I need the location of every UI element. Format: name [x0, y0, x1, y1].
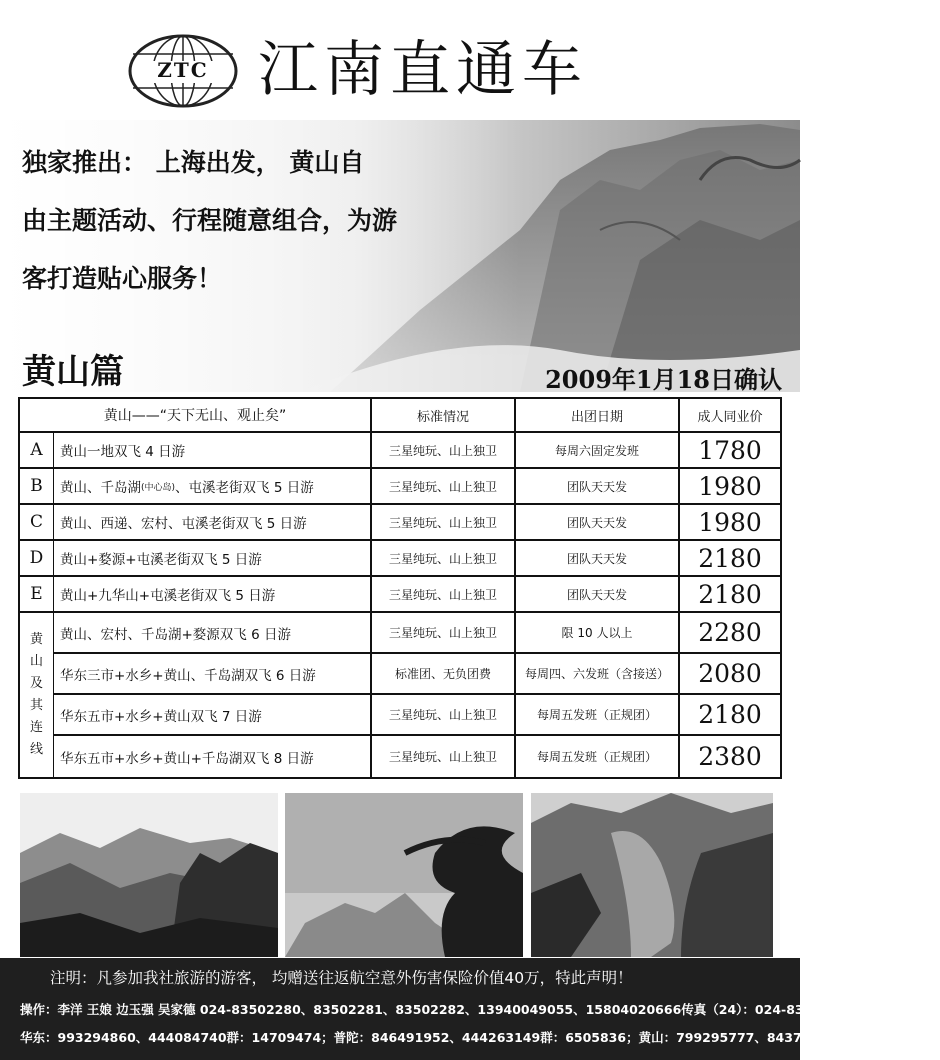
- route-main: 黄山、千岛湖: [60, 480, 141, 496]
- row-standard: 三星纯玩、山上独卫: [372, 695, 516, 734]
- row-date: 团队天天发: [516, 469, 680, 503]
- header-standard: 标准情况: [372, 399, 516, 431]
- row-date: 限 10 人以上: [516, 613, 680, 652]
- table-row: [20, 433, 780, 469]
- row-date: 每周五发班（正规团）: [516, 695, 680, 734]
- table-header-row: [20, 399, 780, 433]
- row-route: [54, 469, 372, 503]
- row-price: 2180: [698, 579, 762, 609]
- row-date: 团队天天发: [516, 541, 680, 575]
- ztc-globe-logo: [128, 34, 238, 108]
- connected-lines-rows: [54, 613, 780, 777]
- row-price: 2180: [698, 700, 762, 729]
- table-row: [54, 654, 780, 695]
- header-price: 成人同业价: [697, 409, 763, 425]
- row-route: 黄山+九华山+屯溪老街双飞 5 日游: [54, 577, 372, 611]
- row-code: D: [20, 541, 54, 575]
- table-row: [20, 577, 780, 613]
- row-standard: 标准团、无负团费: [372, 654, 516, 693]
- scenery-photo-2: [285, 793, 523, 957]
- label-char: 线: [29, 742, 43, 757]
- label-char: 及: [29, 676, 43, 691]
- row-route: 华东五市+水乡+黄山+千岛湖双飞 8 日游: [54, 736, 372, 777]
- confirm-date: 2009年1月18日确认: [545, 365, 782, 394]
- huangshan-banner: [0, 120, 800, 392]
- row-route: 华东三市+水乡+黄山、千岛湖双飞 6 日游: [54, 654, 372, 693]
- table-row: [20, 541, 780, 577]
- footer: [0, 958, 940, 1060]
- promo-slogan: [22, 134, 462, 308]
- row-code: A: [20, 433, 54, 467]
- row-date: 团队天天发: [516, 505, 680, 539]
- header: [0, 0, 800, 120]
- connected-lines-label: [20, 613, 54, 777]
- row-standard: 三星纯玩、山上独卫: [372, 577, 516, 611]
- route-note: (中心岛): [141, 482, 176, 493]
- connected-lines-block: [20, 613, 780, 777]
- row-route: 黄山、西递、宏村、屯溪老街双飞 5 日游: [54, 505, 372, 539]
- slogan-line-1: 独家推出： 上海出发， 黄山自: [22, 148, 365, 177]
- section-title: 黄山篇: [22, 352, 124, 392]
- slogan-line-2: 由主题活动、行程随意组合，为游: [22, 206, 398, 235]
- header-route: 黄山——“天下无山、观止矣”: [20, 399, 372, 431]
- label-char: 黄: [29, 632, 43, 647]
- row-route: 华东五市+水乡+黄山双飞 7 日游: [54, 695, 372, 734]
- row-standard: 三星纯玩、山上独卫: [372, 736, 516, 777]
- row-code: C: [20, 505, 54, 539]
- route-tail: 、屯溪老街双飞 5 日游: [175, 480, 314, 496]
- row-date: 团队天天发: [516, 577, 680, 611]
- table-row: [20, 505, 780, 541]
- insurance-notice: 注明：凡参加我社旅游的游客， 均赠送往返航空意外伤害保险价值40万，特此声明！: [50, 969, 633, 987]
- table-row: [20, 469, 780, 505]
- brand-title: 江南直通车: [258, 35, 588, 105]
- contact-line-2: 华东：993294860、444084740群：14709474；普陀：846491952、444263149群：6505836；黄山：799295777、843741873群：86414812: [20, 1030, 940, 1045]
- tour-price-table: [18, 397, 782, 779]
- table-row: [54, 613, 780, 654]
- row-price: 2380: [698, 742, 762, 771]
- row-price: 1980: [698, 471, 762, 501]
- scenery-photo-1: [20, 793, 278, 957]
- row-route: 黄山、宏村、千岛湖+婺源双飞 6 日游: [54, 613, 372, 652]
- row-route: 黄山+婺源+屯溪老街双飞 5 日游: [54, 541, 372, 575]
- label-char: 其: [29, 698, 43, 713]
- row-price: 2180: [698, 543, 762, 573]
- contact-line-1: 操作：李洋 王娘 边玉强 吴家德 024-83502280、83502281、83502282、13940049055、15804020666传真（24）：024-83502283: [20, 1002, 856, 1017]
- row-price: 2080: [698, 659, 762, 688]
- slogan-line-3: 客打造贴心服务！: [22, 264, 223, 293]
- row-date: 每周五发班（正规团）: [516, 736, 680, 777]
- row-price: 1980: [698, 507, 762, 537]
- row-standard: 三星纯玩、山上独卫: [372, 505, 516, 539]
- scenery-photo-3: [531, 793, 773, 957]
- row-date: 每周四、六发班（含接送）: [516, 654, 680, 693]
- row-date: 每周六固定发班: [516, 433, 680, 467]
- header-date: 出团日期: [516, 399, 680, 431]
- logo-text: ZTC: [157, 58, 209, 82]
- table-row: [54, 736, 780, 777]
- label-char: 连: [29, 720, 43, 735]
- row-code: E: [20, 577, 54, 611]
- row-price: 1780: [698, 435, 762, 465]
- label-char: 山: [29, 654, 43, 669]
- row-price: 2280: [698, 618, 762, 647]
- table-row: [54, 695, 780, 736]
- row-code: B: [20, 469, 54, 503]
- row-standard: 三星纯玩、山上独卫: [372, 469, 516, 503]
- row-standard: 三星纯玩、山上独卫: [372, 433, 516, 467]
- row-route: 黄山一地双飞 4 日游: [54, 433, 372, 467]
- row-standard: 三星纯玩、山上独卫: [372, 613, 516, 652]
- row-standard: 三星纯玩、山上独卫: [372, 541, 516, 575]
